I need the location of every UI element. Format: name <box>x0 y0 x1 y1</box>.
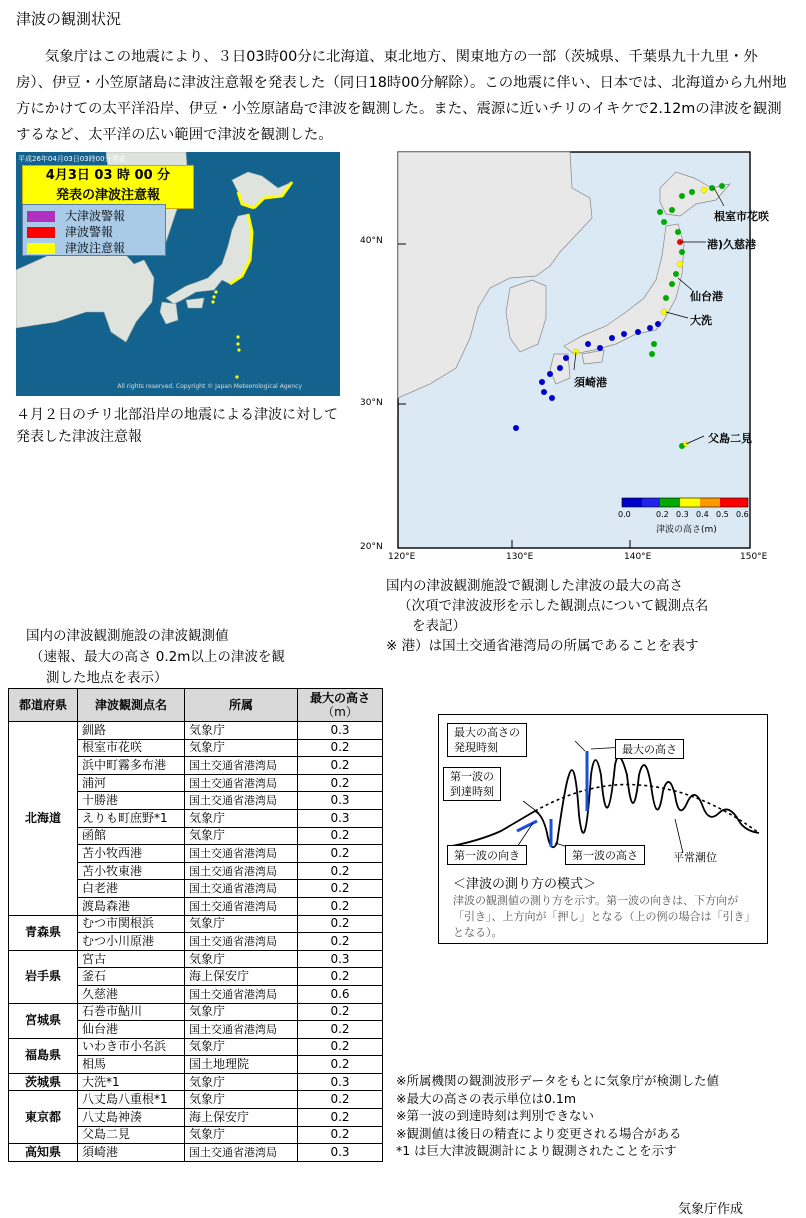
lead-paragraph: 気象庁はこの地震により、３日03時00分に北海道、東北地方、関東地方の一部（茨城県、千葉県九十九里・外房）、伊豆・小笠原諸島に津波注意報を発表した（同日18時00分解除）。この地震に伴い、日本では、北海道から九州地方にかけての太平洋沿岸、伊豆・小笠原諸島で津波を観測した。また、震源に近いチリのイキケで2.12mの津波を観測するなど、太平洋の広い範囲で津波を観測した。 <box>16 49 787 143</box>
prefecture-cell: 高知県 <box>9 1144 78 1162</box>
caption-line: ※ 港）は国土交通省港湾局の所属であることを表す <box>386 638 699 654</box>
org-cell: 気象庁 <box>185 722 298 740</box>
org-cell: 国土交通省港湾局 <box>185 933 298 951</box>
lon-label: 130°E <box>506 552 534 562</box>
caption-line: 測した地点を表示） <box>46 670 168 686</box>
height-cell: 0.2 <box>298 1003 383 1021</box>
station-cell: 浜中町霧多布港 <box>78 757 185 775</box>
caption-line: （次項で津波波形を示した観測点について観測点名 <box>398 598 709 614</box>
station-cell: 大洗*1 <box>78 1073 185 1091</box>
legend-item-warning <box>27 224 165 240</box>
prefecture-cell: 岩手県 <box>9 950 78 1003</box>
station-label: 大洗 <box>690 314 712 327</box>
station-cell: 苫小牧東港 <box>78 862 185 880</box>
org-cell: 国土交通省港湾局 <box>185 1021 298 1039</box>
height-cell: 0.3 <box>298 1073 383 1091</box>
height-cell: 0.3 <box>298 1144 383 1162</box>
org-cell: 国土地理院 <box>185 1056 298 1074</box>
caption-line: 国内の津波観測施設で観測した津波の最大の高さ <box>386 578 683 594</box>
advisory-map <box>16 152 340 396</box>
advisory-map-title <box>22 165 194 209</box>
label-max-height: 最大の高さ <box>615 739 684 759</box>
org-cell: 気象庁 <box>185 739 298 757</box>
legend-item-major-warning <box>27 208 165 224</box>
legend-swatch <box>27 227 55 238</box>
height-cell: 0.2 <box>298 1056 383 1074</box>
height-cell: 0.2 <box>298 933 383 951</box>
label-line: 発現時刻 <box>454 741 498 754</box>
org-cell: 国土交通省港湾局 <box>185 985 298 1003</box>
legend-label: 津波注意報 <box>65 241 126 255</box>
height-cell: 0.2 <box>298 968 383 986</box>
station-label: 父島二見 <box>708 432 752 445</box>
height-cell: 0.2 <box>298 774 383 792</box>
legend-item-advisory <box>27 240 165 256</box>
label-line: 到達時刻 <box>450 785 494 798</box>
col-header-pref: 都道府県 <box>9 689 78 722</box>
prefecture-cell: 青森県 <box>9 915 78 950</box>
table-row <box>9 950 383 968</box>
org-cell: 国土交通省港湾局 <box>185 845 298 863</box>
station-cell: 渡島森港 <box>78 897 185 915</box>
table-caption <box>26 626 366 689</box>
station-cell: 浦河 <box>78 774 185 792</box>
station-cell: 八丈島八重根*1 <box>78 1091 185 1109</box>
station-cell: 根室市花咲 <box>78 739 185 757</box>
station-cell: 石巻市鮎川 <box>78 1003 185 1021</box>
org-cell: 気象庁 <box>185 1038 298 1056</box>
map-timestamp: 平成26年04月03日03時00分発表 <box>18 155 126 163</box>
height-header-unit: （m） <box>322 705 358 719</box>
org-cell: 国土交通省港湾局 <box>185 1144 298 1162</box>
advisory-legend <box>22 204 166 256</box>
height-cell: 0.2 <box>298 880 383 898</box>
station-cell: 白老港 <box>78 880 185 898</box>
station-cell: 八丈島神湊 <box>78 1109 185 1127</box>
org-cell: 海上保安庁 <box>185 1109 298 1127</box>
advisory-title-line2: 発表の津波注意報 <box>55 188 160 203</box>
colorbar <box>622 498 748 507</box>
height-cell: 0.2 <box>298 739 383 757</box>
note-line: ※所属機関の観測波形データをもとに気象庁が検測した値 <box>396 1073 719 1088</box>
caption-line: 国内の津波観測施設の津波観測値 <box>26 628 229 644</box>
lat-label: 40°N <box>360 236 383 246</box>
colorbar-label: 津波の高さ(m) <box>656 525 717 535</box>
label-normal-tide: 平常潮位 <box>673 851 717 864</box>
colorbar-tick: 0.3 <box>676 510 689 519</box>
label-line: 最大の高さの <box>454 726 520 739</box>
table-header-row <box>9 689 383 722</box>
label-first-direction: 第一波の向き <box>447 845 527 865</box>
org-cell: 国土交通省港湾局 <box>185 862 298 880</box>
lon-label: 120°E <box>388 552 416 562</box>
station-cell: むつ小川原港 <box>78 933 185 951</box>
lat-label: 30°N <box>360 398 383 408</box>
org-cell: 気象庁 <box>185 1073 298 1091</box>
station-cell: 苫小牧西港 <box>78 845 185 863</box>
org-cell: 気象庁 <box>185 1003 298 1021</box>
lat-label: 20°N <box>360 542 383 552</box>
col-header-station: 津波観測点名 <box>78 689 185 722</box>
prefecture-cell: 東京都 <box>9 1091 78 1144</box>
org-cell: 気象庁 <box>185 827 298 845</box>
station-cell: 十勝港 <box>78 792 185 810</box>
measurement-diagram <box>438 714 768 944</box>
org-cell: 気象庁 <box>185 809 298 827</box>
height-header-label: 最大の高さ <box>309 691 370 705</box>
station-cell: 仙台港 <box>78 1021 185 1039</box>
table-row <box>9 1038 383 1056</box>
height-cell: 0.2 <box>298 1126 383 1144</box>
org-cell: 国土交通省港湾局 <box>185 880 298 898</box>
diagram-title: ＜津波の測り方の模式＞ <box>453 877 597 892</box>
diagram-description: 津波の観測値の測り方を示す。第一波の向きは、下方向が「引き」、上方向が「押し」となる（上の例の場合は「引き」となる）。 <box>453 894 750 939</box>
height-cell: 0.3 <box>298 809 383 827</box>
caption-line: を表記） <box>412 618 466 634</box>
table-row <box>9 1073 383 1091</box>
station-cell: 函館 <box>78 827 185 845</box>
org-cell: 国土交通省港湾局 <box>185 792 298 810</box>
label-line: 第一波の <box>450 770 494 783</box>
table-row <box>9 722 383 740</box>
height-cell: 0.2 <box>298 827 383 845</box>
table-row <box>9 1003 383 1021</box>
station-cell: 釜石 <box>78 968 185 986</box>
height-cell: 0.2 <box>298 897 383 915</box>
station-label: 根室市花咲 <box>714 210 769 223</box>
advisory-title-line1: 4月3日 03 時 00 分 <box>45 168 171 183</box>
label-first-height: 第一波の高さ <box>565 845 645 865</box>
colorbar-tick: 0.4 <box>696 510 709 519</box>
org-cell: 国土交通省港湾局 <box>185 757 298 775</box>
org-cell: 気象庁 <box>185 915 298 933</box>
prefecture-cell: 北海道 <box>9 722 78 916</box>
notes <box>396 1072 796 1160</box>
height-cell: 0.2 <box>298 1038 383 1056</box>
org-cell: 国土交通省港湾局 <box>185 774 298 792</box>
height-cell: 0.2 <box>298 1021 383 1039</box>
height-cell: 0.2 <box>298 845 383 863</box>
org-cell: 気象庁 <box>185 1126 298 1144</box>
colorbar-tick: 0.2 <box>656 510 669 519</box>
col-header-height <box>298 689 383 722</box>
station-cell: 父島二見 <box>78 1126 185 1144</box>
org-cell: 気象庁 <box>185 950 298 968</box>
station-label: 仙台港 <box>690 290 723 303</box>
footer-credit: 気象庁作成 <box>678 1202 744 1217</box>
table-row <box>9 915 383 933</box>
station-cell: いわき市小名浜 <box>78 1038 185 1056</box>
observation-map-caption <box>386 576 796 656</box>
page-title: 津波の観測状況 <box>16 10 122 28</box>
station-cell: 須崎港 <box>78 1144 185 1162</box>
colorbar-tick: 0.6 <box>736 510 749 519</box>
colorbar-tick: 0.5 <box>716 510 729 519</box>
table-row <box>9 1144 383 1162</box>
prefecture-cell: 宮城県 <box>9 1003 78 1038</box>
height-cell: 0.6 <box>298 985 383 1003</box>
note-line: ※第一波の到達時刻は判別できない <box>396 1108 594 1123</box>
station-cell: むつ市関根浜 <box>78 915 185 933</box>
legend-label: 津波警報 <box>65 225 114 239</box>
observation-table <box>8 688 383 1162</box>
org-cell: 海上保安庁 <box>185 968 298 986</box>
note-line: *1 は巨大津波観測計により観測されたことを示す <box>396 1143 677 1158</box>
lon-label: 150°E <box>740 552 768 562</box>
height-cell: 0.2 <box>298 915 383 933</box>
note-line: ※最大の高さの表示単位は0.1m <box>396 1090 577 1106</box>
legend-label: 大津波警報 <box>65 209 126 223</box>
prefecture-cell: 福島県 <box>9 1038 78 1073</box>
station-label: 港)久慈港 <box>707 238 757 251</box>
height-cell: 0.3 <box>298 722 383 740</box>
label-first-arrival <box>443 767 501 801</box>
table-row <box>9 1091 383 1109</box>
height-cell: 0.3 <box>298 950 383 968</box>
observation-map <box>360 148 800 568</box>
height-cell: 0.2 <box>298 757 383 775</box>
station-cell: 宮古 <box>78 950 185 968</box>
prefecture-cell: 茨城県 <box>9 1073 78 1091</box>
height-cell: 0.2 <box>298 1109 383 1127</box>
lon-label: 140°E <box>624 552 652 562</box>
org-cell: 国土交通省港湾局 <box>185 897 298 915</box>
station-cell: えりも町庶野*1 <box>78 809 185 827</box>
caption-line: （速報、最大の高さ 0.2m以上の津波を観 <box>30 649 285 665</box>
col-header-org: 所属 <box>185 689 298 722</box>
height-cell: 0.3 <box>298 792 383 810</box>
height-cell: 0.2 <box>298 1091 383 1109</box>
station-cell: 相馬 <box>78 1056 185 1074</box>
note-line: ※観測値は後日の精査により変更される場合がある <box>396 1125 682 1141</box>
station-cell: 久慈港 <box>78 985 185 1003</box>
org-cell: 気象庁 <box>185 1091 298 1109</box>
advisory-map-caption: ４月２日のチリ北部沿岸の地震による津波に対して発表した津波注意報 <box>16 407 338 445</box>
station-cell: 釧路 <box>78 722 185 740</box>
colorbar-tick: 0.0 <box>618 510 631 519</box>
station-label: 須崎港 <box>574 376 607 389</box>
label-max-time <box>447 723 527 757</box>
copyright-text: All rights reserved. Copyright © Japan Meteorological Agency <box>117 383 302 390</box>
height-cell: 0.2 <box>298 862 383 880</box>
legend-swatch <box>27 243 55 254</box>
legend-swatch <box>27 211 55 222</box>
